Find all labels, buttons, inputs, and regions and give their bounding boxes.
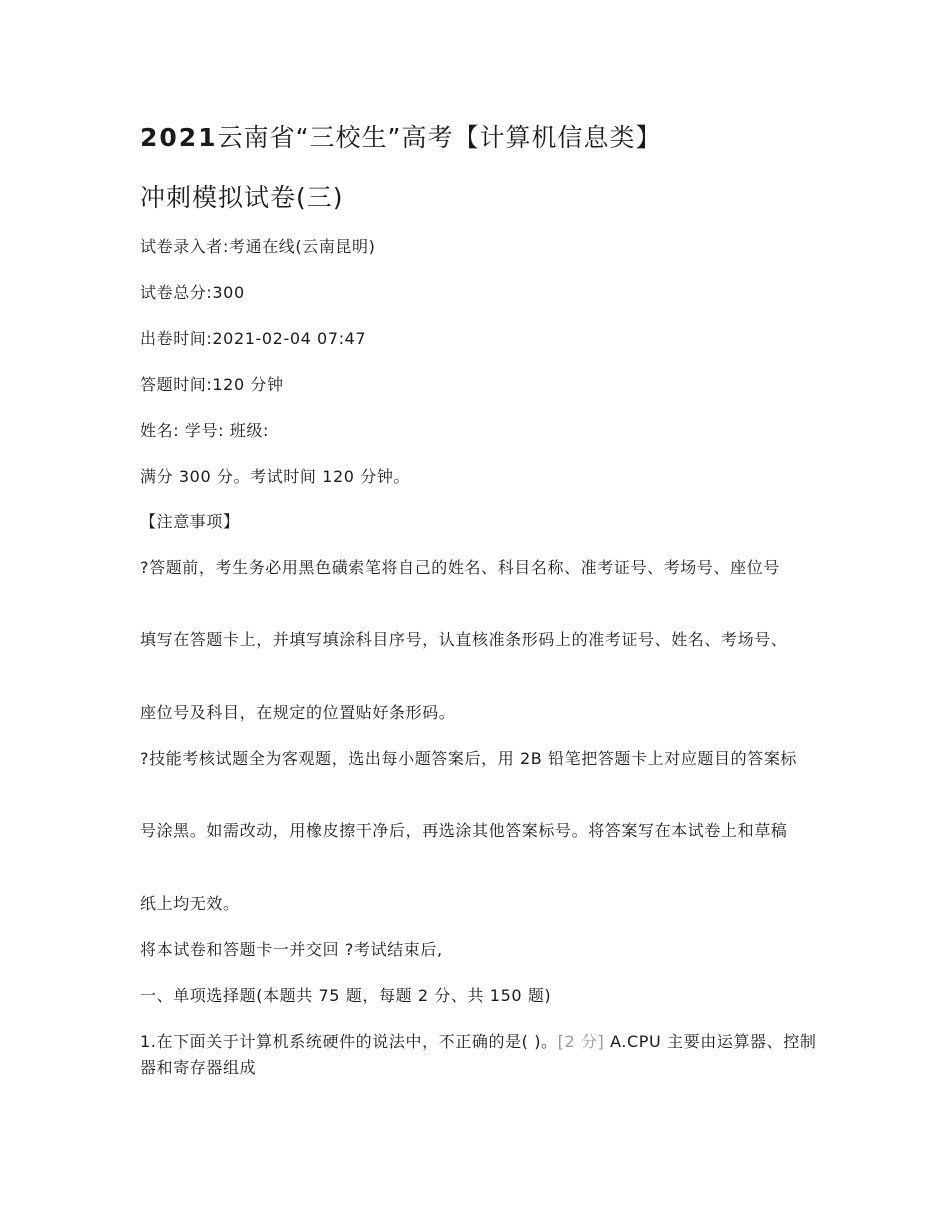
note-line: ?答题前，考生务必用黑色磺索笔将自己的姓名、科目名称、准考证号、考场号、座位号	[140, 558, 780, 577]
note-paragraph-1	[140, 555, 820, 581]
meta-answer-time: 答题时间:120 分钟	[140, 375, 284, 394]
note-line: 号涂黑。如需改动，用橡皮擦干净后，再选涂其他答案标号。将答案写在本试卷上和草稿	[140, 821, 788, 840]
note-line: 填写在答题卡上，并填写填涂科目序号，认直核准条形码上的准考证号、姓名、考场号、	[140, 630, 788, 649]
note-paragraph-2	[140, 627, 820, 653]
question-1-text: 1.在下面关于计算机系统硬件的说法中，不正确的是( )。	[140, 1032, 558, 1051]
question-1	[140, 1029, 820, 1081]
exam-title-year: 2021	[140, 123, 218, 152]
question-1-score: [2 分]	[557, 1032, 605, 1051]
meta-total-score: 试卷总分:300	[140, 283, 245, 302]
meta-full-score: 满分 300 分。考试时间 120 分钟。	[140, 467, 411, 486]
note-line: ?技能考核试题全为客观题，选出每小题答案后，用 2B 铅笔把答题卡上对应题目的答案标	[140, 749, 798, 768]
meta-student-info: 姓名: 学号: 班级:	[140, 421, 269, 440]
note-paragraph-7: 将本试卷和答题卡一并交回 ?考试结束后,	[140, 940, 443, 959]
section-heading: 一、单项选择题(本题共 75 题，每题 2 分、共 150 题)	[140, 986, 552, 1005]
question-1-option-a: A.CPU 主要由运算器、控制器和寄存器组成	[140, 1032, 817, 1077]
note-paragraph-6: 纸上均无效。	[140, 894, 240, 913]
note-paragraph-4	[140, 746, 820, 772]
exam-title-rest: 云南省“三校生”高考【计算机信息类】	[217, 123, 662, 152]
note-paragraph-3: 座位号及科目，在规定的位置贴好条形码。	[140, 703, 456, 722]
note-paragraph-5	[140, 818, 820, 844]
notes-heading: 【注意事项】	[140, 512, 240, 531]
meta-uploader: 试卷录入者:考通在线(云南昆明)	[140, 237, 376, 256]
exam-title-line-1	[140, 123, 662, 153]
meta-issue-time: 出卷时间:2021-02-04 07:47	[140, 329, 367, 348]
exam-title-line-2: 冲刺模拟试卷(三)	[140, 183, 344, 212]
